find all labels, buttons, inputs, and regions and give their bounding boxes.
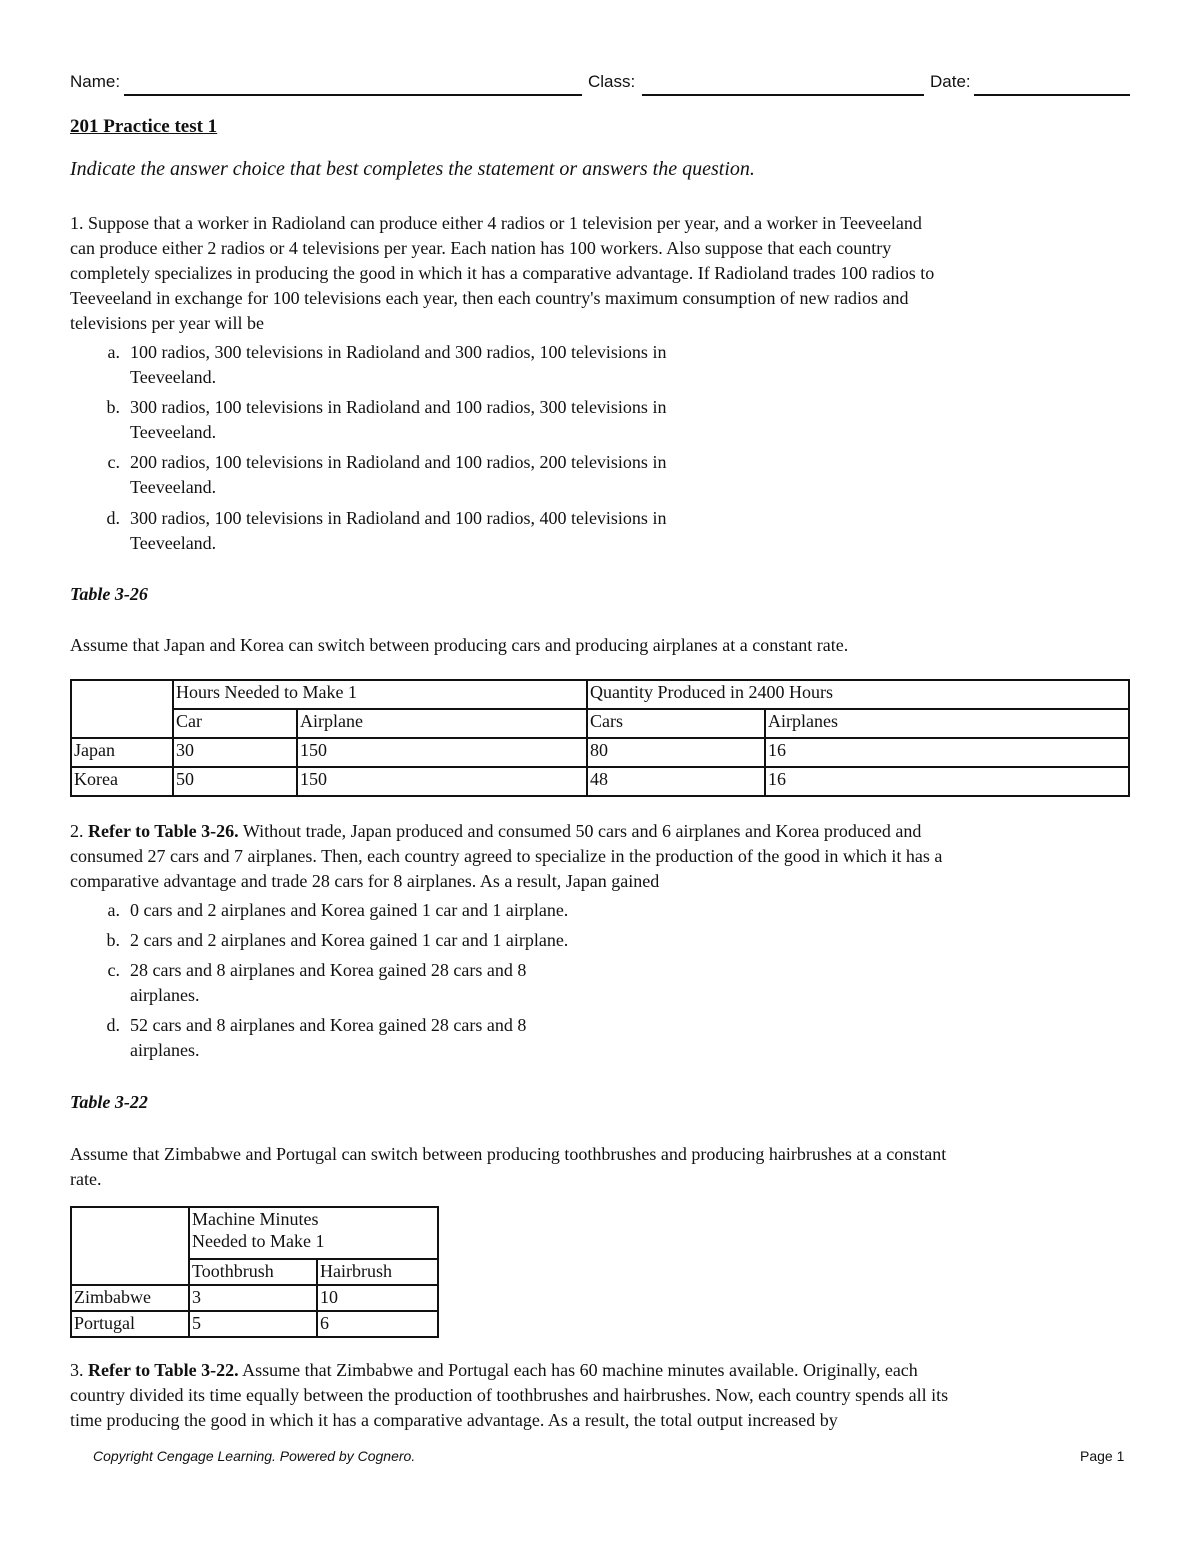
footer-copyright: Copyright Cengage Learning. Powered by Cognero. <box>93 1448 416 1464</box>
q2-choice-d[interactable] <box>100 1013 800 1063</box>
table-reference: Refer to Table 3-22. <box>88 1360 239 1380</box>
question-2 <box>70 819 1130 894</box>
table-group-header: Machine Minutes Needed to Make 1 <box>189 1207 438 1259</box>
date-label: Date: <box>930 72 971 91</box>
table-cell: 16 <box>765 767 1129 796</box>
question-number: 2. <box>70 821 84 841</box>
choice-letter: d. <box>106 1015 120 1035</box>
footer-page-number: Page 1 <box>1080 1448 1125 1464</box>
date-field[interactable] <box>974 72 1130 96</box>
question-number: 3. <box>70 1360 84 1380</box>
question-3 <box>70 1358 1130 1433</box>
page-title: 201 Practice test 1 <box>70 116 218 137</box>
instructions: Indicate the answer choice that best completes the statement or answers the question. <box>70 158 755 180</box>
table-3-22 <box>70 1206 439 1338</box>
question-2-line: 2. Refer to Table 3-26. Without trade, Japan produced and consumed 50 cars and 6 airplanes and Korea produced and <box>70 821 922 841</box>
choice-letter: a. <box>107 900 120 920</box>
table-row <box>71 1311 438 1337</box>
name-field[interactable] <box>124 72 582 96</box>
table-3-26-title: Table 3-26 <box>70 584 148 604</box>
choice-text: 200 radios, 100 televisions in Radioland and 100 radios, 200 televisions in Teeveeland. <box>130 452 667 497</box>
table-cell: 150 <box>297 738 587 767</box>
table-cell: 3 <box>189 1285 317 1311</box>
table-row-label: Portugal <box>71 1311 189 1337</box>
table-3-22-title: Table 3-22 <box>70 1092 148 1112</box>
q2-choice-c[interactable] <box>100 958 800 1008</box>
question-3-line: country divided its time equally between the production of toothbrushes and hairbrushes. Now, each country spends all its <box>70 1385 949 1405</box>
q1-choice-c[interactable] <box>100 450 800 500</box>
table-3-26-intro: Assume that Japan and Korea can switch between producing cars and producing airplanes at a constant rate. <box>70 635 849 655</box>
question-2-line: comparative advantage and trade 28 cars for 8 airplanes. As a result, Japan gained <box>70 871 660 891</box>
table-row-label: Korea <box>71 767 173 796</box>
q1-choice-a[interactable] <box>100 340 800 390</box>
table-group-header: Quantity Produced in 2400 Hours <box>587 680 1129 709</box>
question-1-line: Teeveeland in exchange for 100 televisions each year, then each country's maximum consumption of new radios and <box>70 288 909 308</box>
question-2-line: consumed 27 cars and 7 airplanes. Then, each country agreed to specialize in the production of the good in which it has a <box>70 846 943 866</box>
q2-choice-b[interactable] <box>100 928 800 953</box>
class-label: Class: <box>588 72 636 91</box>
table-reference: Refer to Table 3-26. <box>88 821 239 841</box>
table-cell: 80 <box>587 738 765 767</box>
table-cell: 30 <box>173 738 297 767</box>
choice-text: 0 cars and 2 airplanes and Korea gained 1 car and 1 airplane. <box>130 900 569 920</box>
choice-letter: a. <box>107 342 120 362</box>
choice-text: 52 cars and 8 airplanes and Korea gained 28 cars and 8 airplanes. <box>130 1015 527 1060</box>
question-3-line: time producing the good in which it has a comparative advantage. As a result, the total output increased by <box>70 1410 838 1430</box>
q2-choice-a[interactable] <box>100 898 800 923</box>
table-row-label: Japan <box>71 738 173 767</box>
table-row-label: Zimbabwe <box>71 1285 189 1311</box>
table-cell: 50 <box>173 767 297 796</box>
table-cell: 48 <box>587 767 765 796</box>
choice-letter: d. <box>106 508 120 528</box>
table-row <box>71 767 1129 796</box>
question-1-line: televisions per year will be <box>70 313 264 333</box>
table-cell: 6 <box>317 1311 438 1337</box>
choice-text: 28 cars and 8 airplanes and Korea gained 28 cars and 8 airplanes. <box>130 960 527 1005</box>
table-corner-cell <box>71 680 173 738</box>
question-1-line: can produce either 2 radios or 4 televisions per year. Each nation has 100 workers. Also suppose that each country <box>70 238 892 258</box>
table-cell: 150 <box>297 767 587 796</box>
choice-text: 300 radios, 100 televisions in Radioland and 100 radios, 300 televisions in Teeveeland. <box>130 397 667 442</box>
table-column-header: Airplane <box>297 709 587 738</box>
table-column-header: Airplanes <box>765 709 1129 738</box>
choice-letter: c. <box>107 960 120 980</box>
table-3-26 <box>70 679 1130 797</box>
table-cell: 16 <box>765 738 1129 767</box>
choice-letter: b. <box>106 397 120 417</box>
question-1 <box>70 211 1130 336</box>
question-1-line: 1. Suppose that a worker in Radioland can produce either 4 radios or 1 television per year, and a worker in Teeveeland <box>70 213 922 233</box>
table-row <box>71 738 1129 767</box>
table-corner-cell <box>71 1207 189 1285</box>
table-group-header: Hours Needed to Make 1 <box>173 680 587 709</box>
question-1-line: completely specializes in producing the good in which it has a comparative advantage. If Radioland trades 100 radios to <box>70 263 935 283</box>
choice-text: 300 radios, 100 televisions in Radioland and 100 radios, 400 televisions in Teeveeland. <box>130 508 667 553</box>
q1-choice-b[interactable] <box>100 395 800 445</box>
choice-text: 2 cars and 2 airplanes and Korea gained 1 car and 1 airplane. <box>130 930 569 950</box>
table-cell: 5 <box>189 1311 317 1337</box>
q1-choice-d[interactable] <box>100 506 800 556</box>
choice-letter: c. <box>107 452 120 472</box>
table-column-header: Cars <box>587 709 765 738</box>
table-column-header: Car <box>173 709 297 738</box>
table-column-header: Toothbrush <box>189 1259 317 1285</box>
table-column-header: Hairbrush <box>317 1259 438 1285</box>
choice-letter: b. <box>106 930 120 950</box>
question-3-line: 3. Refer to Table 3-22. Assume that Zimbabwe and Portugal each has 60 machine minutes available. Originally, each <box>70 1360 918 1380</box>
name-label: Name: <box>70 72 121 91</box>
table-cell: 10 <box>317 1285 438 1311</box>
class-field[interactable] <box>642 72 924 96</box>
table-3-22-intro: Assume that Zimbabwe and Portugal can switch between producing toothbrushes and producing hairbrushes at a constant rate. <box>70 1144 947 1189</box>
choice-text: 100 radios, 300 televisions in Radioland and 300 radios, 100 televisions in Teeveeland. <box>130 342 667 387</box>
table-row <box>71 1285 438 1311</box>
